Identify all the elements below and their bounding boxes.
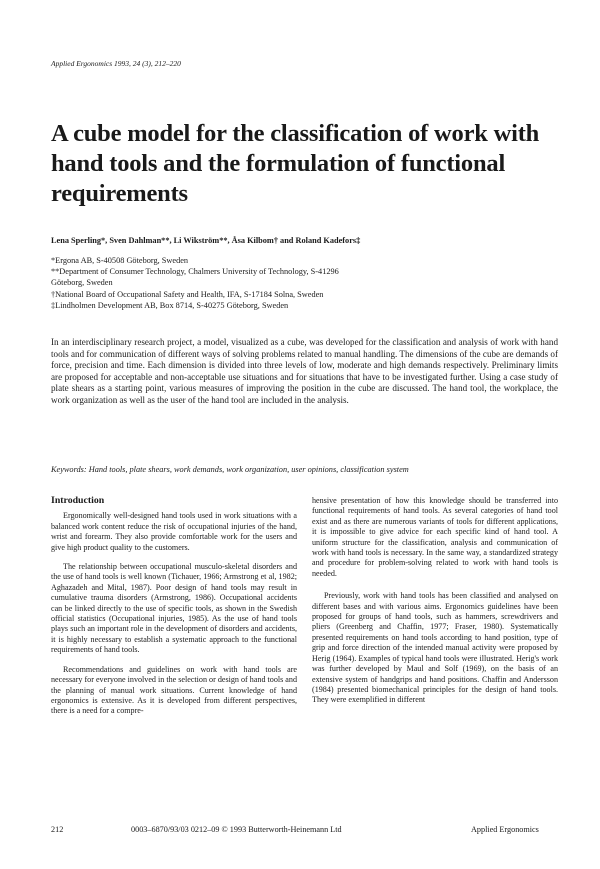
body-column-left — [51, 496, 297, 726]
keywords-list: Hand tools, plate shears, work demands, work organization, user opinions, classification system — [88, 465, 409, 474]
affiliation: ‡Lindholmen Development AB, Box 8714, S-40275 Göteborg, Sweden — [51, 300, 289, 310]
paragraph: Recommendations and guidelines on work with hand tools are necessary for everyone involved in the selection or design of hand tools and the planning of manual work situations. Current knowledge of hand ergonomics is extensive. As it is developed from different perspectives, there is a need for a compre- — [51, 664, 297, 716]
paragraph: The relationship between occupational musculo-skeletal disorders and the use of hand tools is well known (Tichauer, 1966; Armstrong et al, 1982; Aghazadeh and Mital, 1987). Poor design of hand tools may result in cumulative trauma disorders (Armstrong, 1986). Occupational accidents can be linked directly to the use of specific tools, as shown in the Swedish official statistics (Occupational injuries, 1985). As the use of hand tools plays such an important role in the development of disorders and accidents, it is highly necessary to establish a systematic approach to the functional requirements of hand tools. — [51, 562, 297, 655]
affiliation: Göteborg, Sweden — [51, 278, 113, 288]
abstract: In an interdisciplinary research project, a model, visualized as a cube, was developed for the classification and analysis of work with hand tools and for communication of different ways of solving problems related to manual handling. The dimensions of the cube are demands of force, precision and time. Each dimension is divided into three levels of low, moderate and high demands respectively. Preliminary limits are proposed for acceptable and non-acceptable use situations and for situations that have to be investigated further. Using a case study of plate shears as a starting point, various measures of improving the position in the cube are discussed. The hand tool, the workplace, the work organization as well as the user of the hand tool are included in the analysis. — [51, 337, 558, 405]
author-list: Lena Sperling*, Sven Dahlman**, Li Wikström**, Åsa Kilbom† and Roland Kadefors‡ — [51, 236, 361, 245]
affiliation: **Department of Consumer Technology, Chalmers University of Technology, S-41296 — [51, 267, 339, 277]
paragraph: Previously, work with hand tools has been classified and analysed on different bases and with various aims. Ergonomics guidelines have been proposed for groups of hand tools, such as hammers, screwdrivers and pliers (Greenberg and Chaffin, 1977; Fraser, 1980). Systematically presented requirements on hand tools according to hand position, type of grip and force direction of the intended manual activity were proposed by Herig (1964). Examples of typical hand tools were illustrated. Herig's work was further developed by Maul and Solf (1969), on the basis of an extensive system of handgrips and hand positions. Chaffin and Andersson (1984) presented biomechanical principles for the design of hand tools. They were exemplified in different — [312, 591, 558, 705]
article-title: A cube model for the classification of work with hand tools and the formulation of functional requirements — [51, 120, 540, 207]
section-heading-introduction: Introduction — [51, 495, 105, 506]
paragraph: hensive presentation of how this knowledge should be transferred into functional requirements of hand tools. As several categories of hand tool exist and as there are numerous variants of tools for different applications, it is impossible to give advice for each specific kind of hand tool. A uniform structure for the classification, analysis and communication of work with hand tools is necessary. In the same way, a standardized strategy and procedure for problem-solving related to work with hand tools is needed. — [312, 496, 558, 578]
journal-reference: Applied Ergonomics 1993, 24 (3), 212–220 — [51, 59, 181, 68]
keywords — [51, 464, 558, 475]
copyright-code: 0003–6870/93/03 0212–09 © 1993 Butterworth-Heinemann Ltd — [131, 825, 342, 834]
paragraph: Ergonomically well-designed hand tools used in work situations with a balanced work content reduce the risk of occupational injuries of the hand, wrist and forearm. They also provide comfortable work for the users and give high product quality to the customers. — [51, 511, 297, 552]
affiliations — [51, 255, 571, 311]
journal-name: Applied Ergonomics — [471, 825, 539, 834]
affiliation: †National Board of Occupational Safety and Health, IFA, S-17184 Solna, Sweden — [51, 289, 324, 299]
body-column-right — [312, 496, 558, 715]
keywords-label: Keywords: — [51, 465, 87, 474]
page-number: 212 — [51, 825, 64, 834]
affiliation: *Ergona AB, S-40508 Göteborg, Sweden — [51, 256, 189, 265]
